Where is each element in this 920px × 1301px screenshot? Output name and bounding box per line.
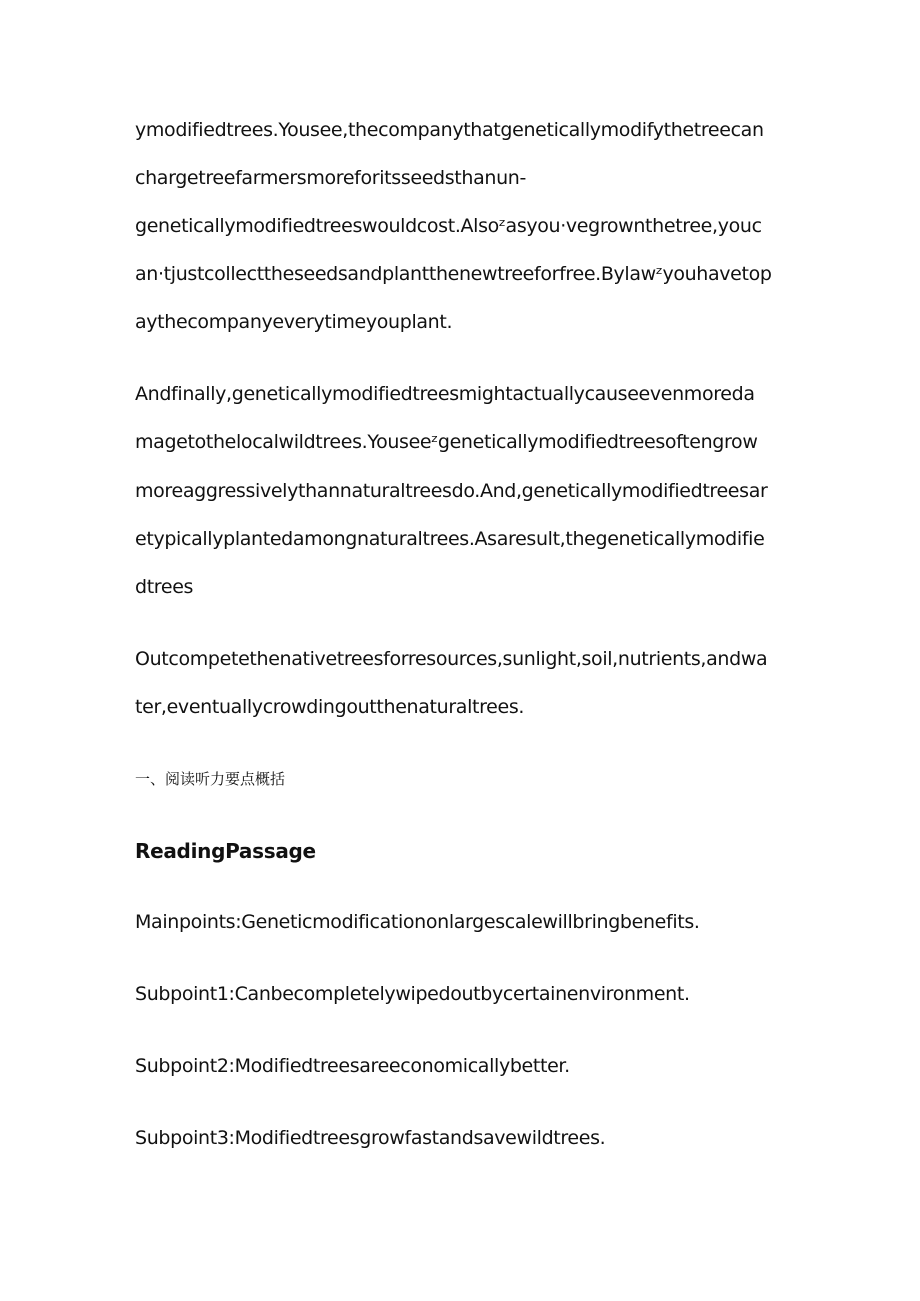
subpoint-2: Subpoint2:Modifiedtreesareeconomicallybetter.: [135, 1055, 570, 1077]
paragraph-1-line-1: ymodifiedtrees.Yousee,thecompanythatgeneticallymodifythetreecan: [135, 119, 764, 141]
paragraph-1-line-5: aythecompanyeverytimeyouplant.: [135, 311, 453, 333]
subpoint-1: Subpoint1:Canbecompletelywipedoutbycertainenvironment.: [135, 983, 690, 1005]
paragraph-3-line-2: ter,eventuallycrowdingoutthenaturaltrees.: [135, 696, 525, 718]
main-point: Mainpoints:Geneticmodificationonlargescalewillbringbenefits.: [135, 911, 700, 933]
paragraph-2-line-3: moreaggressivelythannaturaltreesdo.And,geneticallymodifiedtreesar: [135, 480, 768, 502]
paragraph-2-line-4: etypicallyplantedamongnaturaltrees.Asaresult,thegeneticallymodifie: [135, 528, 765, 550]
reading-passage-heading: ReadingPassage: [135, 839, 316, 863]
paragraph-1-line-4: an·tjustcollecttheseedsandplantthenewtreeforfree.Bylawᶻyouhavetop: [135, 263, 772, 285]
paragraph-3-line-1: Outcompetethenativetreesforresources,sunlight,soil,nutrients,andwa: [135, 648, 768, 670]
paragraph-1-line-3: geneticallymodifiedtreeswouldcost.Alsoᶻasyou·vegrownthetree,youc: [135, 215, 762, 237]
paragraph-2-line-1: Andfinally,geneticallymodifiedtreesmightactuallycauseevenmoreda: [135, 383, 755, 405]
paragraph-2-line-2: magetothelocalwildtrees.Youseeᶻgeneticallymodifiedtreesoftengrow: [135, 431, 758, 453]
subpoint-3: Subpoint3:Modifiedtreesgrowfastandsavewildtrees.: [135, 1127, 606, 1149]
paragraph-2-line-5: dtrees: [135, 576, 194, 598]
paragraph-1-line-2: chargetreefarmersmoreforitsseedsthanun-: [135, 167, 526, 189]
section-heading: 一、阅读听力要点概括: [135, 770, 286, 788]
